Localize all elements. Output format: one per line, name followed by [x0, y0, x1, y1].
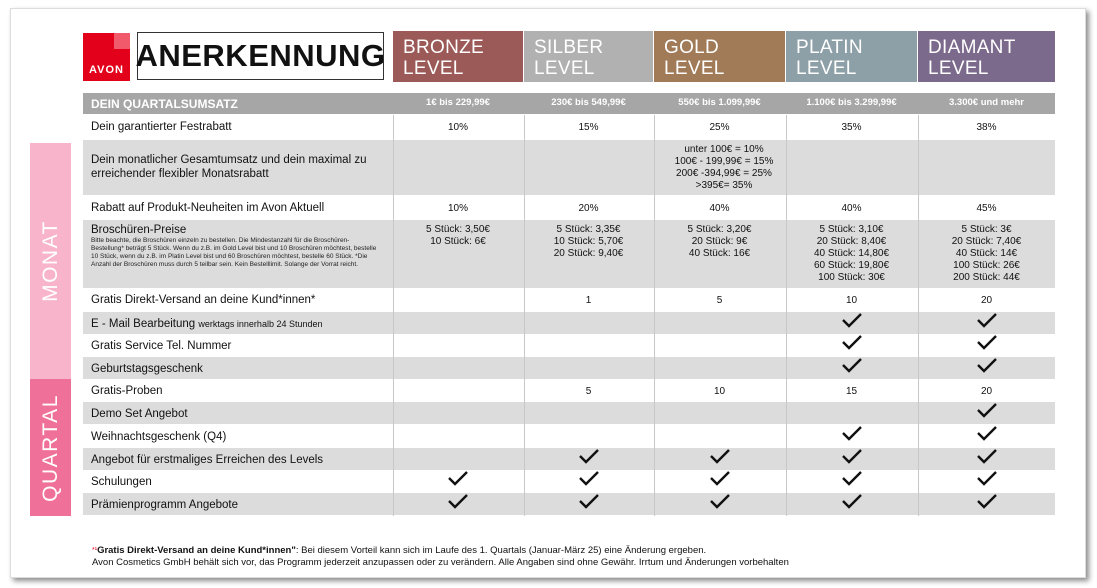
- row-label-versand: Gratis Direkt-Versand an deine Kund*innen*: [91, 294, 316, 306]
- level-header-gold: [654, 31, 785, 82]
- row-label-weihnachten: Weihnachtsgeschenk (Q4): [91, 431, 227, 443]
- level-suffix: LEVEL: [796, 58, 857, 79]
- checkmark-icon: [976, 425, 998, 441]
- umsatz-range: 3.300€ und mehr: [949, 97, 1024, 108]
- neuheiten-value: 40%: [841, 203, 862, 214]
- broschueren-price: 100 Stück: 30€: [818, 272, 885, 283]
- footer-line-1: [92, 545, 706, 557]
- level-header-silber: [524, 31, 653, 82]
- level-name: SILBER: [534, 37, 604, 58]
- broschueren-price: 40 Stück: 14€: [955, 248, 1018, 259]
- festrabatt-value: 35%: [841, 122, 862, 133]
- checkmark-icon: [976, 312, 998, 328]
- checkmark-icon: [976, 334, 998, 350]
- neuheiten-value: 40%: [709, 203, 730, 214]
- proben-value: 20: [980, 386, 993, 397]
- umsatz-range: 230€ bis 549,99€: [551, 97, 626, 108]
- proben-value: 5: [585, 386, 592, 397]
- checkmark-icon: [841, 493, 863, 509]
- checkmark-icon: [841, 448, 863, 464]
- row-label-proben: Gratis-Proben: [91, 385, 163, 397]
- broschueren-price: 20 Stück: 8,40€: [816, 236, 887, 247]
- level-suffix: LEVEL: [534, 58, 595, 79]
- umsatz-range: 1€ bis 229,99€: [426, 97, 490, 108]
- broschueren-price: 10 Stück: 5,70€: [553, 236, 624, 247]
- umsatz-range: 550€ bis 1.099,99€: [678, 97, 761, 108]
- level-suffix: LEVEL: [928, 58, 989, 79]
- side-quartal-text: QUARTAL: [38, 393, 62, 502]
- broschueren-price: 10 Stück: 6€: [430, 236, 486, 247]
- side-monat-text: MONAT: [38, 220, 62, 302]
- side-label-monat: [30, 143, 71, 379]
- checkmark-icon: [976, 470, 998, 486]
- row-label-monatsrabatt-2: erreichender flexibler Monatsrabatt: [91, 168, 269, 180]
- side-label-quartal: [30, 379, 71, 516]
- festrabatt-value: 15%: [578, 122, 599, 133]
- broschueren-price: 20 Stück: 9€: [691, 236, 748, 247]
- versand-value: 5: [716, 295, 723, 306]
- row-label-service-tel: Gratis Service Tel. Nummer: [91, 340, 232, 352]
- checkmark-icon: [841, 425, 863, 441]
- level-suffix: LEVEL: [664, 58, 725, 79]
- level-name: GOLD: [664, 37, 720, 58]
- checkmark-icon: [447, 470, 469, 486]
- proben-value: 10: [713, 386, 726, 397]
- row-bg-geburtstag: [83, 357, 1055, 379]
- checkmark-icon: [709, 448, 731, 464]
- row-label-praemien: Prämienprogramm Angebote: [91, 499, 239, 511]
- broschueren-price: 40 Stück: 16€: [688, 248, 751, 259]
- row-label-schulungen: Schulungen: [91, 476, 152, 488]
- broschueren-price: 60 Stück: 19,80€: [813, 260, 890, 271]
- monatsrabatt-line-3: 200€ -394,99€ = 25%: [676, 168, 772, 179]
- checkmark-icon: [578, 448, 600, 464]
- checkmark-icon: [709, 470, 731, 486]
- row-label-geburtstag: Geburtstagsgeschenk: [91, 363, 203, 375]
- checkmark-icon: [976, 493, 998, 509]
- avon-logo: [83, 33, 130, 81]
- checkmark-icon: [578, 493, 600, 509]
- checkmark-icon: [447, 493, 469, 509]
- broschueren-price: 5 Stück: 3,35€: [556, 224, 621, 235]
- broschueren-price: 5 Stück: 3,10€: [819, 224, 884, 235]
- versand-value: 20: [980, 295, 993, 306]
- page-title: ANERKENNUNG: [137, 32, 384, 80]
- footer-line-2: Avon Cosmetics GmbH behält sich vor, das Programm jederzeit anzupassen oder zu verändern. Alle Angaben sind ohne Gewähr. Irrtum und Änderungen vorbehalten: [92, 557, 789, 568]
- row-label-demo: Demo Set Angebot: [91, 408, 188, 420]
- checkmark-icon: [709, 493, 731, 509]
- level-header-platin: [786, 31, 917, 82]
- broschueren-price: 5 Stück: 3,20€: [687, 224, 752, 235]
- monatsrabatt-values: [393, 144, 1055, 192]
- broschueren-price: 200 Stück: 44€: [953, 272, 1020, 283]
- header-row-label: DEIN QUARTALSUMSATZ: [91, 97, 238, 111]
- row-label-erstmalig: Angebot für erstmaliges Erreichen des Levels: [91, 454, 324, 466]
- row-bg-demo: [83, 402, 1055, 424]
- broschueren-price: 20 Stück: 7,40€: [951, 236, 1022, 247]
- checkmark-icon: [976, 402, 998, 418]
- footer-marker: *¹: [92, 547, 98, 554]
- checkmark-icon: [841, 357, 863, 373]
- neuheiten-value: 45%: [976, 203, 997, 214]
- checkmark-icon: [841, 312, 863, 328]
- monatsrabatt-line-4: >395€= 35%: [695, 180, 753, 191]
- monatsrabatt-line-1: unter 100€ = 10%: [684, 144, 764, 155]
- footer-bold: Gratis Direkt-Versand an deine Kund*innen": [97, 545, 296, 556]
- email-label-small: werktags innerhalb 24 Stunden: [198, 319, 323, 329]
- broschueren-price: 5 Stück: 3€: [961, 224, 1012, 235]
- checkmark-icon: [976, 448, 998, 464]
- festrabatt-value: 38%: [976, 122, 997, 133]
- checkmark-icon: [841, 470, 863, 486]
- festrabatt-value: 10%: [447, 122, 468, 133]
- row-label-broschueren: Broschüren-Preise: [91, 224, 187, 236]
- checkmark-icon: [841, 334, 863, 350]
- row-label-festrabatt: Dein garantierter Festrabatt: [91, 121, 232, 133]
- level-suffix: LEVEL: [403, 58, 464, 79]
- row-label-monatsrabatt-1: Dein monatlicher Gesamtumsatz und dein maximal zu: [91, 154, 367, 166]
- email-label-text: E - Mail Bearbeitung: [91, 318, 196, 330]
- broschueren-price: 5 Stück: 3,50€: [426, 224, 490, 235]
- level-header-diamant: [918, 31, 1055, 82]
- footer-rest: : Bei diesem Vorteil kann sich im Laufe des 1. Quartals (Januar-März 25) eine Änderung ergeben.: [295, 545, 707, 556]
- neuheiten-value: 10%: [447, 203, 468, 214]
- logo-text: AVON: [89, 64, 124, 76]
- row-label-neuheiten: Rabatt auf Produkt-Neuheiten im Avon Aktuell: [91, 202, 325, 214]
- level-name: DIAMANT: [928, 37, 1016, 58]
- umsatz-range: 1.100€ bis 3.299,99€: [806, 97, 897, 108]
- broschueren-note: Bitte beachte, die Broschüren einzeln zu bestellen. Die Mindestanzahl für die Broschüren-Bestellung* beträgt 5 Stück. Wenn du z.B. im Gold Level bist und 10 Broschüren möchtest, bestelle 10 Stück, wenn du z.B. im Platin Level bist und 60 Broschüren möchtest, bestelle 60 Stück. *Die Anzahl der Broschüren muss durch 5 teilbar sein. Kein Bestelllimit. Solange der Vorrat reicht.: [91, 237, 377, 268]
- logo-accent: [114, 33, 130, 49]
- proben-value: 15: [845, 386, 858, 397]
- versand-value: 10: [845, 295, 858, 306]
- festrabatt-value: 25%: [709, 122, 730, 133]
- checkmark-icon: [976, 357, 998, 373]
- checkmark-icon: [578, 470, 600, 486]
- level-name: BRONZE: [403, 37, 484, 58]
- broschueren-price: 20 Stück: 9,40€: [553, 248, 624, 259]
- row-label-email: [91, 318, 323, 331]
- level-name: PLATIN: [796, 37, 863, 58]
- neuheiten-value: 20%: [578, 203, 599, 214]
- broschueren-price: 100 Stück: 26€: [953, 260, 1020, 271]
- versand-value: 1: [585, 295, 592, 306]
- level-header-bronze: [393, 31, 523, 82]
- broschueren-price: 40 Stück: 14,80€: [813, 248, 890, 259]
- monatsrabatt-line-2: 100€ - 199,99€ = 15%: [674, 156, 774, 167]
